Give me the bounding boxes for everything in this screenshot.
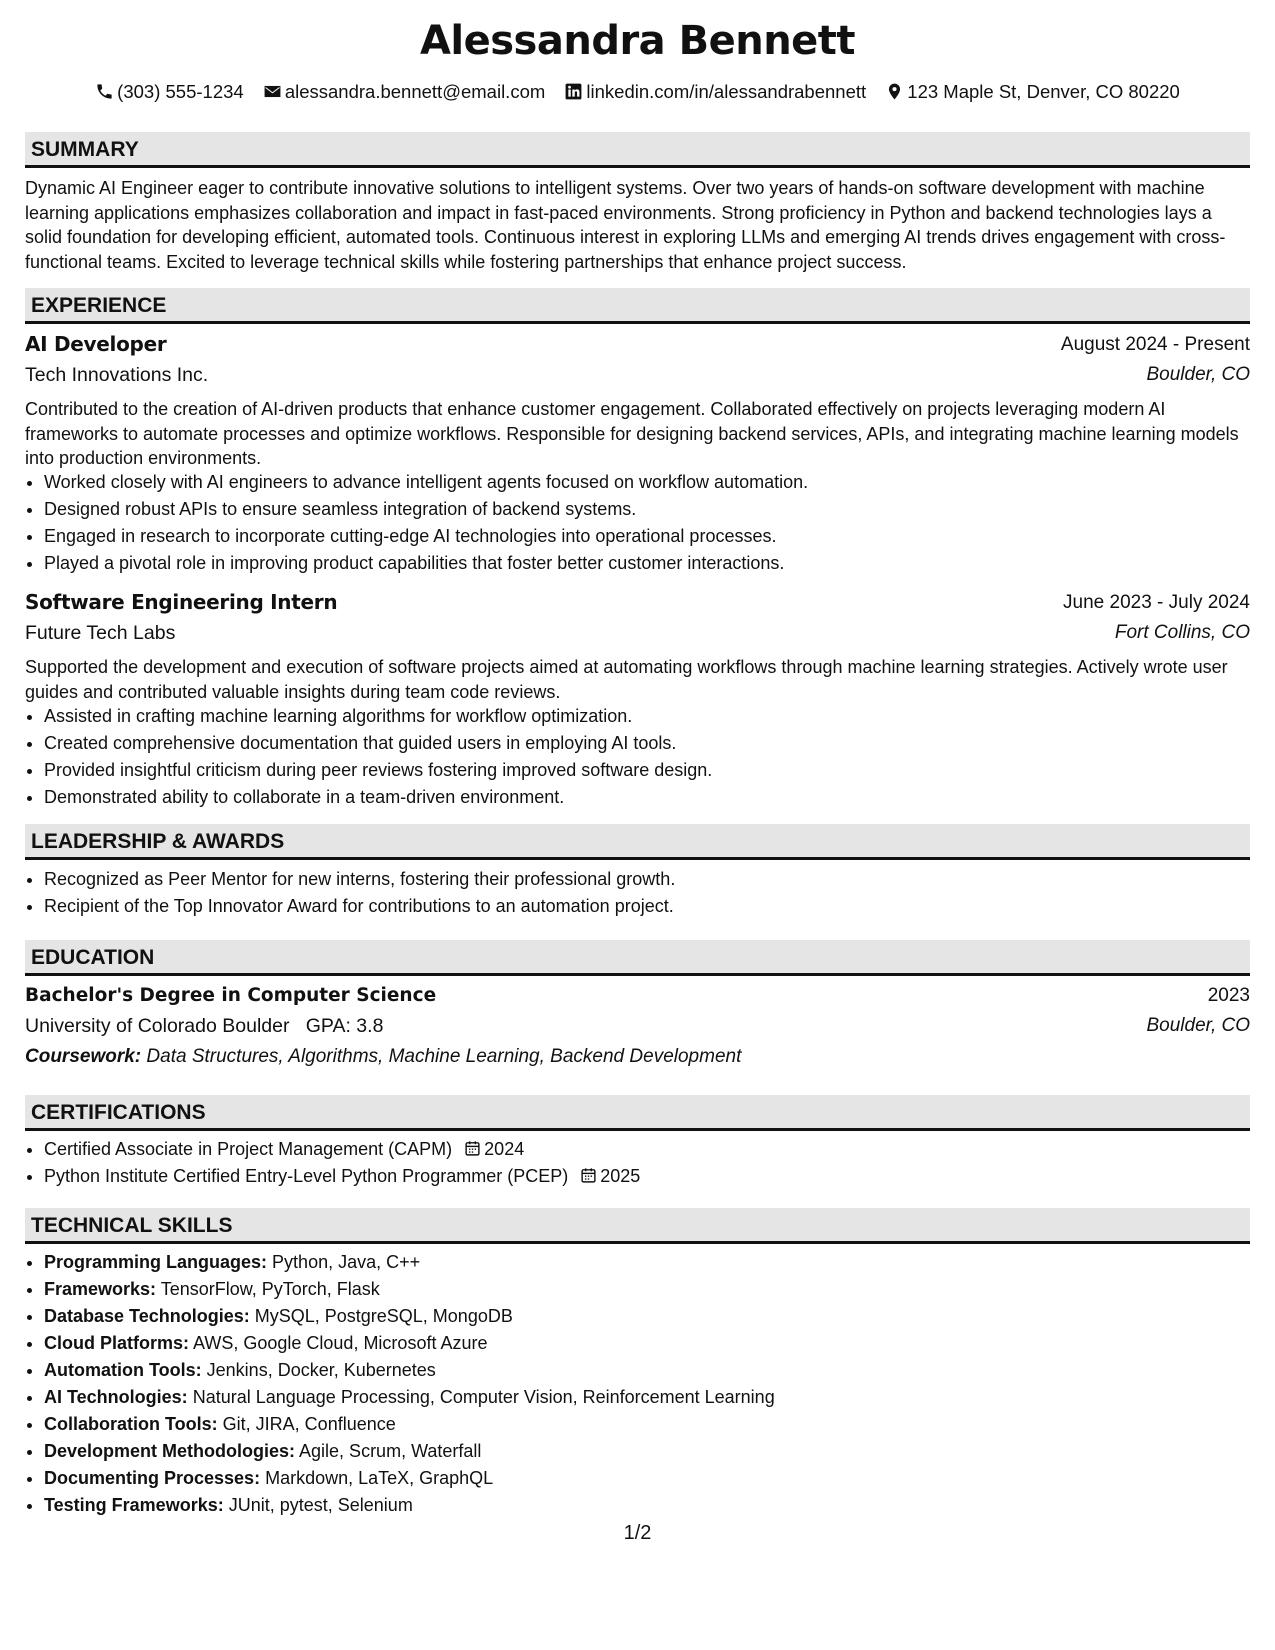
school-location: Boulder, CO	[1146, 1015, 1250, 1036]
skill-value: Markdown, LaTeX, GraphQL	[265, 1468, 494, 1488]
job-bullets	[25, 703, 1269, 811]
list-item	[44, 1163, 1269, 1190]
list-item	[44, 1136, 1269, 1163]
coursework-list: Data Structures, Algorithms, Machine Learning, Backend Development	[146, 1046, 742, 1067]
skill-value: Git, JIRA, Confluence	[222, 1414, 396, 1434]
job-bullets	[25, 469, 1269, 577]
school-name: University of Colorado Boulder	[25, 1015, 290, 1037]
phone-icon	[95, 82, 114, 101]
skill-value: Natural Language Processing, Computer Vision, Reinforcement Learning	[192, 1387, 775, 1407]
list-item: • Assisted in crafting machine learning algorithms for workflow optimization.	[44, 703, 1269, 730]
contact-bar	[0, 80, 1275, 103]
skill-label: Documenting Processes:	[44, 1468, 261, 1488]
job-dates: August 2024 - Present	[1060, 334, 1250, 355]
list-item	[44, 1357, 1269, 1384]
email-text: alessandra.bennett@email.com	[284, 81, 546, 103]
list-item	[44, 1492, 1269, 1519]
section-header-education	[25, 940, 1250, 976]
skill-label: Cloud Platforms:	[44, 1333, 190, 1353]
address-text: 123 Maple St, Denver, CO 80220	[907, 81, 1180, 103]
school-line	[25, 1015, 383, 1038]
list-item	[44, 1438, 1269, 1465]
linkedin-text: linkedin.com/in/alessandrabennett	[586, 81, 867, 103]
skill-value: Agile, Scrum, Waterfall	[299, 1441, 482, 1461]
certification-name: Python Institute Certified Entry-Level Python Programmer (PCEP)	[44, 1166, 569, 1186]
skill-value: TensorFlow, PyTorch, Flask	[160, 1279, 380, 1299]
contact-email[interactable]	[263, 81, 545, 103]
graduation-year: 2023	[1207, 985, 1250, 1006]
skill-value: Jenkins, Docker, Kubernetes	[206, 1360, 436, 1380]
coursework-label: Coursework:	[25, 1046, 142, 1067]
calendar-icon	[464, 1140, 481, 1157]
map-pin-icon	[885, 82, 904, 101]
section-header-leadership	[25, 824, 1250, 860]
section-title: CERTIFICATIONS	[31, 1101, 206, 1124]
envelope-icon	[263, 82, 282, 101]
linkedin-icon	[564, 82, 583, 101]
skill-label: AI Technologies:	[44, 1387, 188, 1407]
job-description: Supported the development and execution of software projects aimed at automating workflows through machine learning strategies. Actively wrote user guides and contributed valuable insights during team code reviews.	[25, 657, 1228, 702]
job-title: Software Engineering Intern	[25, 590, 338, 614]
job-description: Contributed to the creation of AI-driven products that enhance customer engagement. Collaborated effectively on projects leveraging modern AI frameworks to automate processes and optimize workflows. Responsible for designing backend services, APIs, and integrating machine learning models into production environments.	[25, 399, 1239, 468]
contact-phone	[95, 81, 244, 103]
list-item	[44, 1465, 1269, 1492]
company-name: Future Tech Labs	[25, 622, 176, 644]
list-item: • Recognized as Peer Mentor for new interns, fostering their professional growth.	[44, 866, 1269, 893]
job-location: Fort Collins, CO	[1114, 622, 1250, 643]
phone-text: (303) 555-1234	[117, 81, 244, 103]
list-item	[44, 1249, 1269, 1276]
section-title: LEADERSHIP & AWARDS	[31, 830, 285, 853]
contact-linkedin[interactable]	[564, 81, 866, 103]
list-item: • Demonstrated ability to collaborate in a team-driven environment.	[44, 784, 1269, 811]
skill-label: Development Methodologies:	[44, 1441, 296, 1461]
skill-value: Python, Java, C++	[272, 1252, 421, 1272]
certification-year: 2024	[484, 1139, 525, 1159]
skills-list	[25, 1249, 1269, 1519]
contact-address	[885, 81, 1180, 103]
list-item	[44, 1303, 1269, 1330]
coursework-line	[25, 1046, 741, 1068]
page-number: 1/2	[623, 1522, 652, 1544]
gpa: GPA: 3.8	[305, 1015, 384, 1037]
skill-value: JUnit, pytest, Selenium	[228, 1495, 413, 1515]
certification-year: 2025	[600, 1166, 641, 1186]
certification-name: Certified Associate in Project Management (CAPM)	[44, 1139, 453, 1159]
section-title: EXPERIENCE	[31, 294, 167, 317]
calendar-icon	[580, 1167, 597, 1184]
company-name: Tech Innovations Inc.	[25, 364, 209, 386]
list-item: • Played a pivotal role in improving product capabilities that foster better customer interactions.	[44, 550, 1269, 577]
certification-list	[25, 1136, 1269, 1190]
candidate-name: Alessandra Bennett	[419, 18, 856, 64]
section-title: SUMMARY	[31, 138, 139, 161]
section-header-summary	[25, 132, 1250, 168]
job-dates: June 2023 - July 2024	[1063, 592, 1250, 613]
skill-label: Programming Languages:	[44, 1252, 268, 1272]
section-header-experience	[25, 288, 1250, 324]
skill-label: Frameworks:	[44, 1279, 157, 1299]
skill-value: AWS, Google Cloud, Microsoft Azure	[193, 1333, 488, 1353]
job-location: Boulder, CO	[1146, 364, 1250, 385]
job-title: AI Developer	[25, 332, 167, 356]
list-item	[44, 1384, 1269, 1411]
list-item: • Recipient of the Top Innovator Award for contributions to an automation project.	[44, 893, 1269, 920]
skill-label: Database Technologies:	[44, 1306, 250, 1326]
skill-value: MySQL, PostgreSQL, MongoDB	[254, 1306, 513, 1326]
list-item	[44, 1330, 1269, 1357]
section-header-skills	[25, 1208, 1250, 1244]
leadership-bullets	[25, 866, 1269, 920]
section-title: TECHNICAL SKILLS	[31, 1214, 233, 1237]
list-item: • Provided insightful criticism during peer reviews fostering improved software design.	[44, 757, 1269, 784]
summary-text: Dynamic AI Engineer eager to contribute innovative solutions to intelligent systems. Over two years of hands-on software development with machine learning applications emphasizes collaboration and impact in fast-paced environments. Strong proficiency in Python and backend technologies lays a solid foundation for developing efficient, automated tools. Continuous interest in exploring LLMs and emerging AI trends drives engagement with cross-functional teams. Excited to leverage technical skills while fostering partnerships that enhance project success.	[25, 178, 1226, 272]
list-item: • Worked closely with AI engineers to advance intelligent agents focused on workflow automation.	[44, 469, 1269, 496]
list-item: • Created comprehensive documentation that guided users in employing AI tools.	[44, 730, 1269, 757]
list-item: • Engaged in research to incorporate cutting-edge AI technologies into operational processes.	[44, 523, 1269, 550]
section-title: EDUCATION	[31, 946, 155, 969]
list-item: • Designed robust APIs to ensure seamless integration of backend systems.	[44, 496, 1269, 523]
list-item	[44, 1276, 1269, 1303]
skill-label: Collaboration Tools:	[44, 1414, 218, 1434]
list-item	[44, 1411, 1269, 1438]
skill-label: Testing Frameworks:	[44, 1495, 224, 1515]
skill-label: Automation Tools:	[44, 1360, 202, 1380]
section-header-certifications	[25, 1095, 1250, 1131]
degree-title: Bachelor's Degree in Computer Science	[25, 985, 437, 1006]
